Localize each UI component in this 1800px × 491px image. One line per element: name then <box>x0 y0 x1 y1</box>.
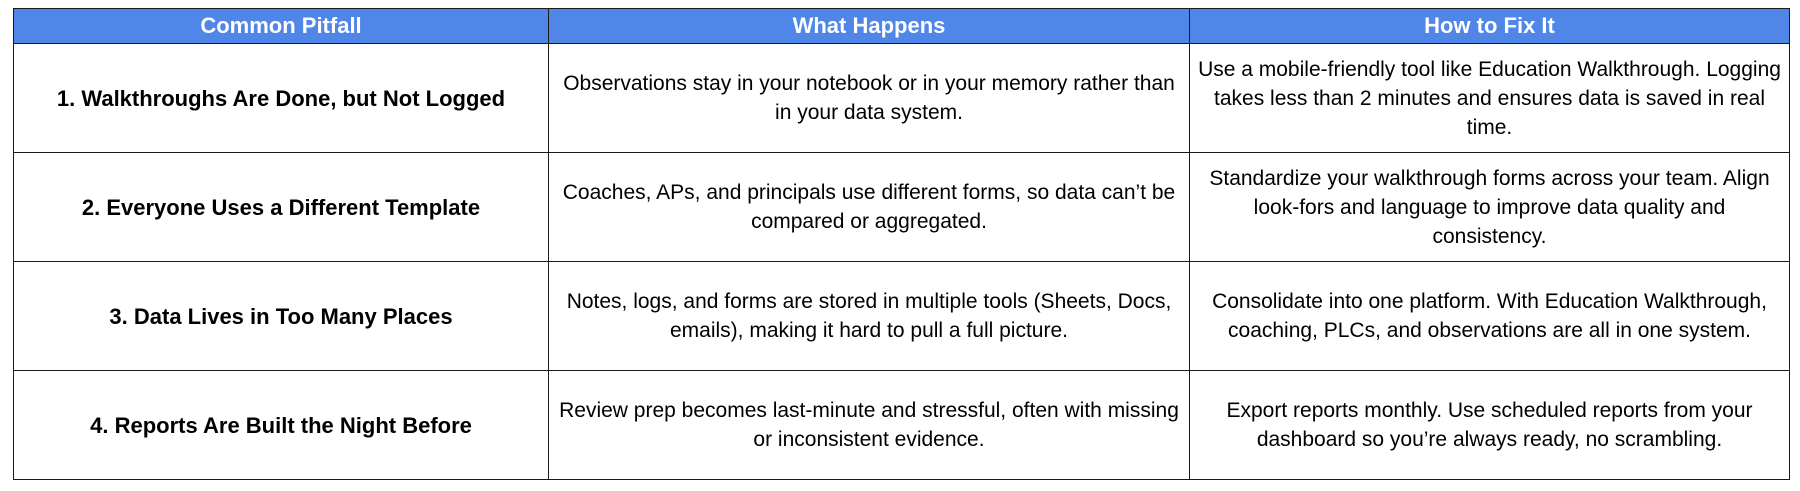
table-row <box>14 371 1790 480</box>
pitfall-cell: 2. Everyone Uses a Different Template <box>14 153 549 262</box>
fix-cell: Standardize your walkthrough forms across your team. Align look-fors and language to improve data quality and consistency. <box>1190 153 1790 262</box>
fix-cell: Export reports monthly. Use scheduled reports from your dashboard so you’re always ready, no scrambling. <box>1190 371 1790 480</box>
header-how-to-fix: How to Fix It <box>1190 9 1790 44</box>
table-body <box>14 44 1790 480</box>
header-row <box>14 9 1790 44</box>
pitfalls-table-container <box>13 8 1789 480</box>
header-common-pitfall: Common Pitfall <box>14 9 549 44</box>
header-what-happens: What Happens <box>549 9 1190 44</box>
what-happens-cell: Coaches, APs, and principals use different forms, so data can’t be compared or aggregated. <box>549 153 1190 262</box>
pitfall-cell: 3. Data Lives in Too Many Places <box>14 262 549 371</box>
table-row <box>14 153 1790 262</box>
fix-cell: Use a mobile-friendly tool like Education Walkthrough. Logging takes less than 2 minutes and ensures data is saved in real time. <box>1190 44 1790 153</box>
fix-cell: Consolidate into one platform. With Education Walkthrough, coaching, PLCs, and observations are all in one system. <box>1190 262 1790 371</box>
pitfall-cell: 1. Walkthroughs Are Done, but Not Logged <box>14 44 549 153</box>
pitfall-cell: 4. Reports Are Built the Night Before <box>14 371 549 480</box>
table-row <box>14 44 1790 153</box>
pitfalls-table <box>13 8 1790 480</box>
table-row <box>14 262 1790 371</box>
what-happens-cell: Observations stay in your notebook or in your memory rather than in your data system. <box>549 44 1190 153</box>
what-happens-cell: Review prep becomes last-minute and stressful, often with missing or inconsistent evidence. <box>549 371 1190 480</box>
table-header <box>14 9 1790 44</box>
what-happens-cell: Notes, logs, and forms are stored in multiple tools (Sheets, Docs, emails), making it hard to pull a full picture. <box>549 262 1190 371</box>
